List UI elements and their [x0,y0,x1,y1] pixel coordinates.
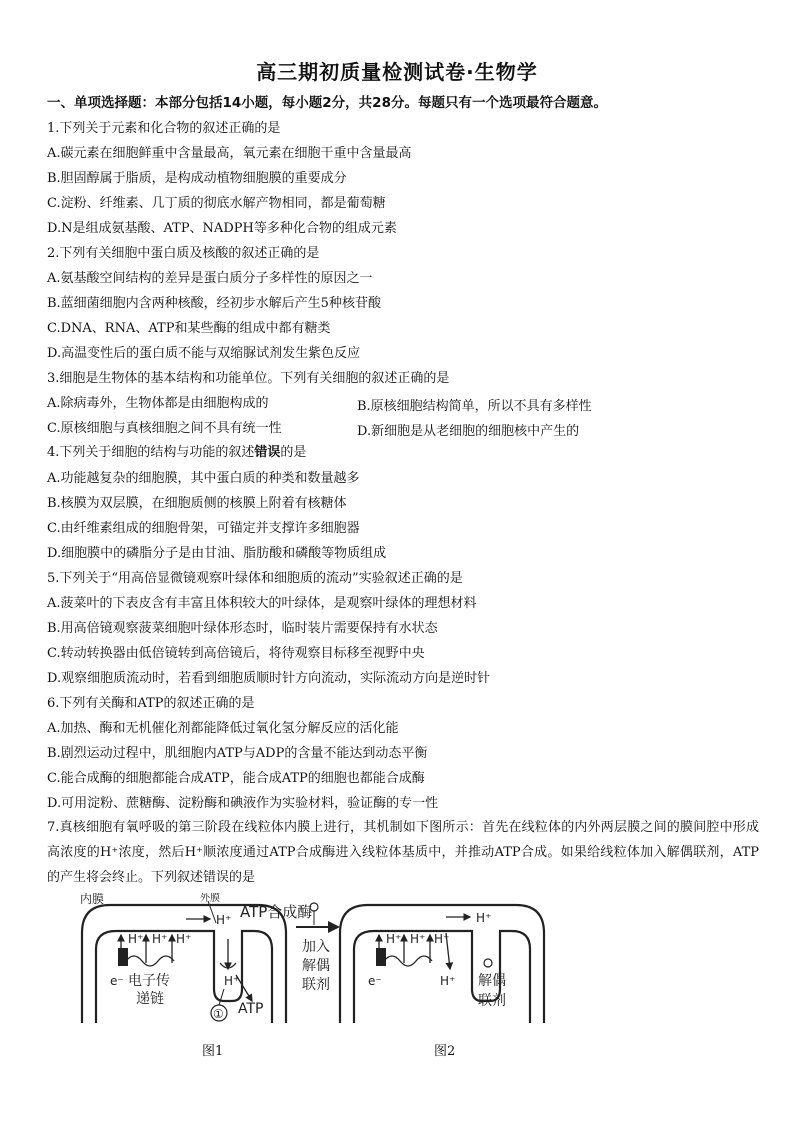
mitochondria-figure [76,893,546,1028]
fig1-atp-label: ATP [238,1001,264,1017]
fig1-electron-path [126,956,174,966]
etc-label-line1: 电子传 [128,973,170,989]
fig2-electron-label: e⁻ [368,974,382,988]
q3-option-c: C.原核细胞与真核细胞之间不具有统一性 [47,421,282,436]
add-uncoupler-line2: 解偶 [302,958,330,974]
fig2-proton-label: H⁺ [410,932,426,946]
q6-option-d: D.可用淀粉、蔗糖酶、淀粉酶和碘液作为实验材料，验证酶的专一性 [47,796,439,811]
q4-stem-emphasis: 错误 [254,445,281,460]
q5-option-c: C.转动转换器由低倍镜转到高倍镜后，将待观察目标移至视野中央 [47,646,425,661]
q3-stem: 3.细胞是生物体的基本结构和功能单位。下列有关细胞的叙述正确的是 [47,371,450,386]
add-uncoupler-line3: 联剂 [302,977,330,993]
q6-option-b: B.剧烈运动过程中，肌细胞内ATP与ADP的含量不能达到动态平衡 [47,746,428,761]
fig1-electron-transport-chain [118,948,128,966]
q4-option-b: B.核膜为双层膜，在细胞质侧的核膜上附着有核糖体 [47,496,347,511]
q5-option-d: D.观察细胞质流动时，若看到细胞质顺时针方向流动，实际流动方向是逆时针 [47,671,491,686]
q1-stem: 1.下列关于元素和化合物的叙述正确的是 [47,121,281,136]
q4-stem-post: 的是 [280,445,307,460]
q2-stem: 2.下列有关细胞中蛋白质及核酸的叙述正确的是 [47,246,320,261]
fig2-proton-label: H⁺ [386,932,402,946]
atp-synthase-label: ATP合成酶 [240,903,313,921]
circle-one-pointer [219,989,224,1005]
fig2-electron-transport-chain [376,948,386,966]
circle-one-label: ① [213,1007,224,1021]
q4-option-d: D.细胞膜中的磷脂分子是由甘油、脂肪酸和磷酸等物质组成 [47,546,387,561]
fig2-proton-label: H⁺ [476,911,492,925]
add-uncoupler-line1: 加入 [302,939,330,955]
q1-option-d: D.N是组成氨基酸、ATP、NADPH等多种化合物的组成元素 [47,221,397,236]
q6-stem: 6.下列有关酶和ATP的叙述正确的是 [47,696,255,711]
page-title: 高三期初质量检测试卷·生物学 [256,60,538,84]
q2-option-c: C.DNA、RNA、ATP和某些酶的组成中都有糖类 [47,321,331,336]
fig1-proton-label: H⁺ [216,913,232,927]
q2-option-a: A.氨基酸空间结构的差异是蛋白质分子多样性的原因之一 [47,271,373,286]
q4-option-c: C.由纤维素组成的细胞骨架，可锚定并支撑许多细胞器 [47,521,360,536]
q5-option-a: A.菠菜叶的下表皮含有丰富且体积较大的叶绿体，是观察叶绿体的理想材料 [47,596,477,611]
uncoupler-label-line2: 联剂 [478,993,506,1009]
etc-label-line2: 递链 [136,991,164,1007]
fig1-proton-label: H⁺ [152,932,168,946]
q3-option-d: D.新细胞是从老细胞的细胞核中产生的 [357,424,580,439]
inner-membrane-label: 内膜 [80,893,105,906]
fig2-outer-membrane [340,905,544,1023]
q2-option-b: B.蓝细菌细胞内含两种核酸，经初步水解后产生5种核苷酸 [47,296,381,311]
figure-1-caption: 图1 [202,1044,224,1059]
q2-option-d: D.高温变性后的蛋白质不能与双缩脲试剂发生紫色反应 [47,346,361,361]
q1-option-b: B.胆固醇属于脂质，是构成动植物细胞膜的重要成分 [47,171,347,186]
fig1-proton-label: H⁺ [176,932,192,946]
q5-stem: 5.下列关于“用高倍显微镜观察叶绿体和细胞质的流动”实验叙述正确的是 [47,571,463,586]
uncoupler-label-line1: 解偶 [478,973,506,989]
q4-stem-pre: 4.下列关于细胞的结构与功能的叙述 [47,445,255,460]
fig1-proton-label: H⁺ [224,974,240,988]
q4-option-a: A.功能越复杂的细胞膜，其中蛋白质的种类和数量越多 [47,471,360,486]
q1-option-a: A.碳元素在细胞鲜重中含量最高，氧元素在细胞干重中含量最高 [47,146,412,161]
q7-stem: 7.真核细胞有氧呼吸的第三阶段在线粒体内膜上进行，其机制如下图所示：首先在线粒体的内外两层膜之间的膜间腔中形成高浓度的H⁺浓度，然后H⁺顺浓度通过ATP合成酶进入线粒体基质中，并推动ATP合成。如果给线粒体加入解偶联剂，ATP的产生将会终止。下列叙述错误的是 [47,820,759,885]
q3-option-b: B.原核细胞结构简单，所以不具有多样性 [357,399,592,414]
q5-option-b: B.用高倍镜观察菠菜细胞叶绿体形态时，临时装片需要保持有水状态 [47,621,438,636]
outer-membrane-label: 外膜 [200,893,220,904]
section-heading: 一、单项选择题：本部分包括14小题，每小题2分，共28分。每题只有一个选项最符合题意。 [47,95,607,111]
q4-stem [47,444,306,462]
figure-2-caption: 图2 [434,1044,456,1059]
fig1-electron-label: e⁻ [110,974,124,988]
fig2-uncoupler-dot [484,959,492,967]
fig2-electron-path [384,956,432,966]
fig1-proton-label: H⁺ [128,932,144,946]
fig2-proton-label: H⁺ [440,974,456,988]
q6-option-a: A.加热、酶和无机催化剂都能降低过氧化氢分解反应的活化能 [47,721,399,736]
q3-option-a: A.除病毒外，生物体都是由细胞构成的 [47,396,269,411]
fig2-proton-label: H⁺ [434,932,450,946]
q1-option-c: C.淀粉、纤维素、几丁质的彻底水解产物相同，都是葡萄糖 [47,196,386,211]
q6-option-c: C.能合成酶的细胞都能合成ATP，能合成ATP的细胞也都能合成酶 [47,771,425,786]
